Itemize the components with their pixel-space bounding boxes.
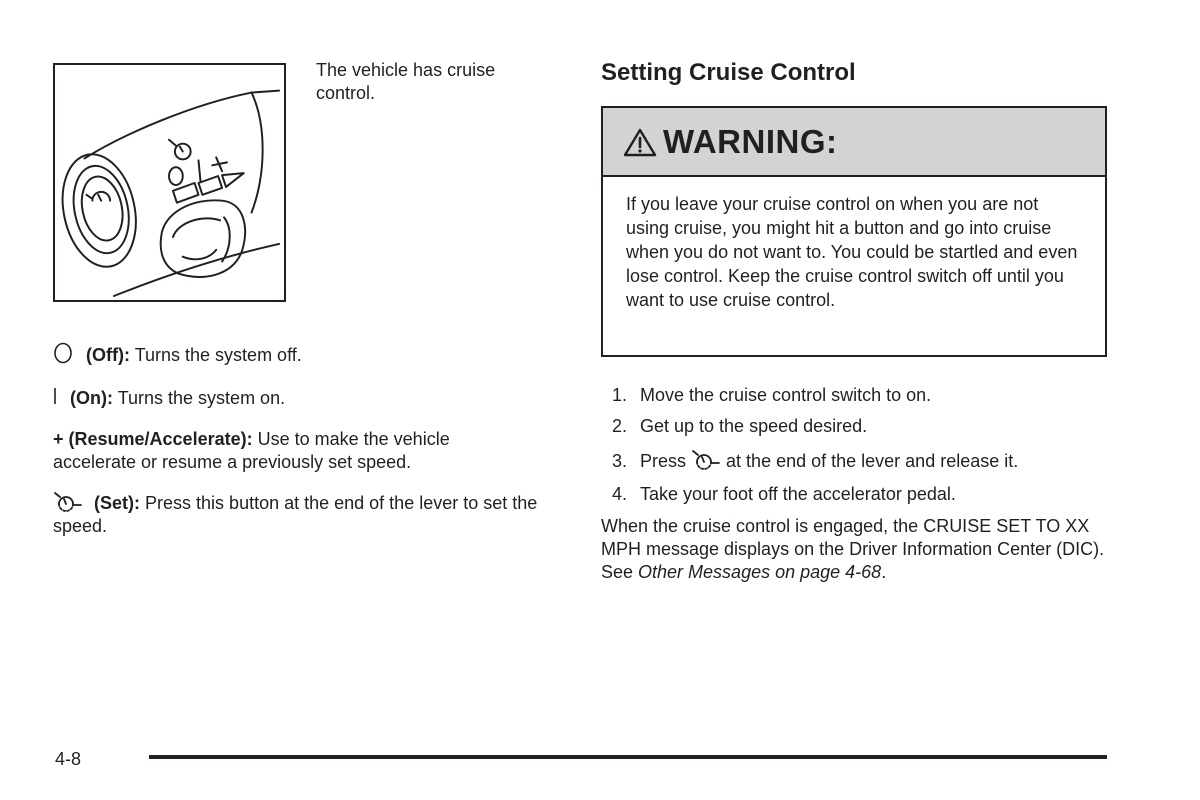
cross-reference: Other Messages on page 4-68	[638, 562, 882, 582]
closing-end: .	[881, 562, 887, 582]
cruise-lever-figure	[53, 63, 286, 302]
on-bar-icon	[53, 387, 59, 411]
step-text-post: at the end of the lever and release it.	[726, 451, 1019, 471]
warning-header	[603, 108, 1105, 177]
step-number: 4.	[612, 484, 628, 504]
cruise-set-icon	[691, 449, 721, 471]
cruise-control-lever-illustration	[55, 65, 284, 300]
cruise-set-icon	[53, 491, 83, 513]
resume-description	[53, 428, 533, 474]
step-text: Move the cruise control switch to on.	[640, 385, 932, 405]
step-text: Take your foot off the accelerator pedal.	[640, 484, 956, 504]
set-text: Press this button at the end of the lever to set the speed.	[53, 493, 538, 536]
step-number: 3.	[612, 451, 628, 471]
footer-rule	[149, 755, 1107, 759]
steps-list	[612, 383, 1018, 506]
resume-text: Use to make the vehicle accelerate or resume a previously set speed.	[53, 429, 450, 472]
page-number: 4-8	[55, 749, 82, 769]
step-item	[612, 383, 1018, 407]
set-description	[53, 491, 548, 538]
step-item	[612, 482, 1018, 506]
on-label: (On):	[70, 388, 113, 408]
step-text: Get up to the speed desired.	[640, 416, 868, 436]
figure-caption: The vehicle has cruise control.	[316, 60, 496, 103]
off-label: (Off):	[86, 344, 130, 365]
step-text-pre: Press	[640, 451, 687, 471]
off-circle-icon	[53, 342, 73, 370]
warning-box	[601, 106, 1107, 357]
step-item	[612, 449, 1018, 473]
off-text: Turns the system off.	[134, 344, 302, 365]
closing-text: When the cruise control is engaged, the CRUISE SET TO XX MPH message displays on the Driver Information Center (DIC). See	[601, 516, 1105, 582]
resume-label: + (Resume/Accelerate):	[53, 429, 253, 449]
warning-title: WARNING:	[663, 122, 838, 160]
on-text: Turns the system on.	[117, 388, 286, 408]
off-description	[53, 342, 553, 370]
step-number: 2.	[612, 416, 628, 436]
step-number: 1.	[612, 385, 628, 405]
section-heading: Setting Cruise Control	[601, 59, 856, 86]
step-item	[612, 414, 1018, 438]
closing-paragraph	[601, 515, 1111, 584]
warning-text: If you leave your cruise control on when you are not using cruise, you might hit a button and go into cruise when you do not want to. You could be startled and even lose control. Keep the cruise control switch off until you want to use cruise control.	[626, 194, 1078, 310]
set-label: (Set):	[94, 493, 141, 513]
on-description	[53, 387, 553, 411]
warning-triangle-icon	[623, 127, 657, 157]
